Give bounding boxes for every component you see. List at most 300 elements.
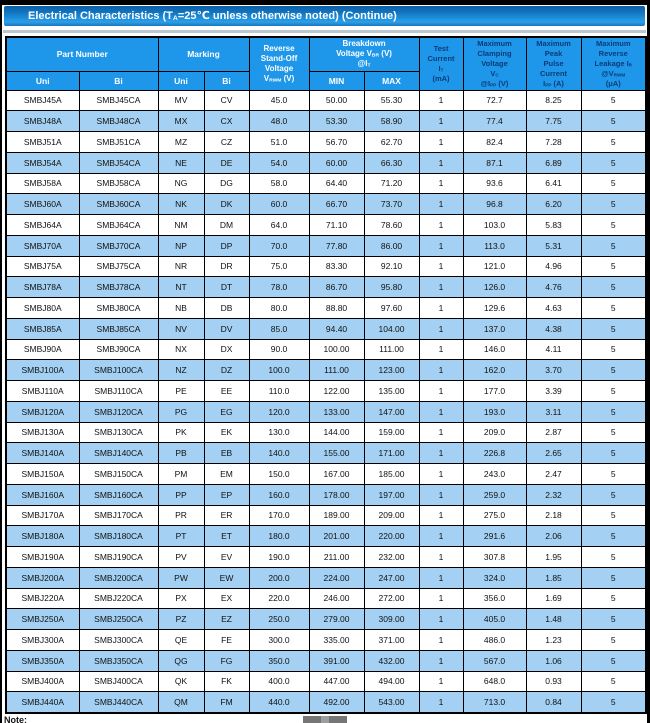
cell: PK <box>158 422 204 443</box>
cell: 5 <box>581 256 646 277</box>
cell: 567.0 <box>463 650 526 671</box>
cell: CX <box>204 111 249 132</box>
cell: SMBJ45CA <box>79 90 158 111</box>
cell: CV <box>204 90 249 111</box>
cell: 4.63 <box>526 298 581 319</box>
table-row <box>6 484 646 505</box>
cell: 73.70 <box>364 194 419 215</box>
cell: SMBJ190CA <box>79 547 158 568</box>
header-test-current: Test Current $I_T$ (mA) <box>419 37 463 90</box>
cell: 713.0 <box>463 692 526 713</box>
table-row <box>6 630 646 651</box>
cell: SMBJ170CA <box>79 505 158 526</box>
cell: 185.00 <box>364 464 419 485</box>
table-row <box>6 173 646 194</box>
cell: 5 <box>581 215 646 236</box>
cell: 6.89 <box>526 152 581 173</box>
cell: 5 <box>581 547 646 568</box>
cell: 45.0 <box>249 90 309 111</box>
cell: 1 <box>419 692 463 713</box>
cell: SMBJ51CA <box>79 132 158 153</box>
cell: SMBJ160CA <box>79 484 158 505</box>
cell: 432.00 <box>364 650 419 671</box>
cell: 160.0 <box>249 484 309 505</box>
cell: NX <box>158 339 204 360</box>
cell: 1 <box>419 671 463 692</box>
header-max-peak-pulse-current: Maximum Peak Pulse Current $I_{PP}$ (A) <box>526 37 581 90</box>
cell: 200.0 <box>249 567 309 588</box>
cell: 56.70 <box>309 132 364 153</box>
table-row <box>6 152 646 173</box>
cell: 4.11 <box>526 339 581 360</box>
cell: DR <box>204 256 249 277</box>
table-row <box>6 609 646 630</box>
cell: 5 <box>581 401 646 422</box>
subheader-part-bi: Bi <box>79 71 158 90</box>
cell: 1 <box>419 339 463 360</box>
cell: EM <box>204 464 249 485</box>
table-row <box>6 588 646 609</box>
cell: 167.00 <box>309 464 364 485</box>
cell: 1 <box>419 588 463 609</box>
cell: SMBJ64CA <box>79 215 158 236</box>
cell: 1 <box>419 173 463 194</box>
cell: CZ <box>204 132 249 153</box>
cell: SMBJ85A <box>6 318 79 339</box>
cell: SMBJ150CA <box>79 464 158 485</box>
cell: 66.30 <box>364 152 419 173</box>
cell: 5 <box>581 526 646 547</box>
cell: 440.0 <box>249 692 309 713</box>
cell: 5 <box>581 90 646 111</box>
cell: SMBJ250A <box>6 609 79 630</box>
header-breakdown-voltage: Breakdown Voltage $V_{BR}$ (V) $@I_T$ <box>309 37 419 71</box>
cell: 5 <box>581 381 646 402</box>
cell: EV <box>204 547 249 568</box>
cell: 5 <box>581 298 646 319</box>
table-row <box>6 132 646 153</box>
cell: 2.87 <box>526 422 581 443</box>
cell: PW <box>158 567 204 588</box>
table-row <box>6 215 646 236</box>
cell: 104.00 <box>364 318 419 339</box>
cell: 5 <box>581 464 646 485</box>
cell: 1.23 <box>526 630 581 651</box>
cell: 54.0 <box>249 152 309 173</box>
cell: 5.31 <box>526 235 581 256</box>
table-row <box>6 422 646 443</box>
cell: SMBJ64A <box>6 215 79 236</box>
cell: NG <box>158 173 204 194</box>
table-row <box>6 650 646 671</box>
cell: 110.0 <box>249 381 309 402</box>
cell: SMBJ180A <box>6 526 79 547</box>
header-part-number: Part Number <box>6 37 158 71</box>
cell: 150.0 <box>249 464 309 485</box>
cell: FE <box>204 630 249 651</box>
cell: SMBJ110A <box>6 381 79 402</box>
cell: 130.0 <box>249 422 309 443</box>
cell: SMBJ190A <box>6 547 79 568</box>
cell: 83.30 <box>309 256 364 277</box>
cell: SMBJ100CA <box>79 360 158 381</box>
cell: SMBJ140A <box>6 443 79 464</box>
cell: 1 <box>419 567 463 588</box>
table-row <box>6 692 646 713</box>
cell: 111.00 <box>364 339 419 360</box>
note-label: Note: <box>4 715 27 723</box>
cell: 58.0 <box>249 173 309 194</box>
cell: 72.7 <box>463 90 526 111</box>
table-row <box>6 464 646 485</box>
cell: 1 <box>419 256 463 277</box>
table-row <box>6 381 646 402</box>
cell: 80.0 <box>249 298 309 319</box>
cell: MX <box>158 111 204 132</box>
cell: 93.6 <box>463 173 526 194</box>
cell: 5 <box>581 567 646 588</box>
cell: SMBJ75CA <box>79 256 158 277</box>
cell: DG <box>204 173 249 194</box>
cell: 144.00 <box>309 422 364 443</box>
cell: NP <box>158 235 204 256</box>
cell: 5 <box>581 111 646 132</box>
cell: QG <box>158 650 204 671</box>
cell: 1 <box>419 298 463 319</box>
cell: 405.0 <box>463 609 526 630</box>
cell: 1 <box>419 318 463 339</box>
cell: 62.70 <box>364 132 419 153</box>
cell: PE <box>158 381 204 402</box>
cell: FK <box>204 671 249 692</box>
cell: DT <box>204 277 249 298</box>
cell: 94.40 <box>309 318 364 339</box>
cell: 220.0 <box>249 588 309 609</box>
cell: SMBJ90A <box>6 339 79 360</box>
cell: 95.80 <box>364 277 419 298</box>
cell: 1 <box>419 360 463 381</box>
cell: 250.0 <box>249 609 309 630</box>
cell: 211.00 <box>309 547 364 568</box>
cell: 279.00 <box>309 609 364 630</box>
cell: 1 <box>419 381 463 402</box>
cell: SMBJ300CA <box>79 630 158 651</box>
cell: 48.0 <box>249 111 309 132</box>
table-row <box>6 547 646 568</box>
cell: 447.00 <box>309 671 364 692</box>
cell: 77.80 <box>309 235 364 256</box>
cell: 100.00 <box>309 339 364 360</box>
cell: SMBJ400A <box>6 671 79 692</box>
cell: 78.60 <box>364 215 419 236</box>
cell: 189.00 <box>309 505 364 526</box>
cell: EG <box>204 401 249 422</box>
cell: 180.0 <box>249 526 309 547</box>
cell: 70.0 <box>249 235 309 256</box>
cell: 92.10 <box>364 256 419 277</box>
scrollbar-thumb[interactable] <box>303 716 347 723</box>
cell: 1.69 <box>526 588 581 609</box>
cell: SMBJ58A <box>6 173 79 194</box>
cell: 259.0 <box>463 484 526 505</box>
cell: 335.00 <box>309 630 364 651</box>
cell: 272.00 <box>364 588 419 609</box>
cell: 5 <box>581 339 646 360</box>
cell: 5 <box>581 630 646 651</box>
cell: 246.00 <box>309 588 364 609</box>
cell: SMBJ150A <box>6 464 79 485</box>
cell: 126.0 <box>463 277 526 298</box>
cell: SMBJ120CA <box>79 401 158 422</box>
cell: 1 <box>419 401 463 422</box>
cell: 486.0 <box>463 630 526 651</box>
table-body <box>6 90 646 713</box>
cell: 5 <box>581 505 646 526</box>
cell: 146.0 <box>463 339 526 360</box>
cell: 1.95 <box>526 547 581 568</box>
cell: PX <box>158 588 204 609</box>
cell: 1 <box>419 484 463 505</box>
cell: 87.1 <box>463 152 526 173</box>
cell: 170.0 <box>249 505 309 526</box>
cell: DZ <box>204 360 249 381</box>
header-max-clamping-voltage: Maximum Clamping Voltage $V_C$ $@I_{PP}$ (V) <box>463 37 526 90</box>
cell: 356.0 <box>463 588 526 609</box>
cell: 391.00 <box>309 650 364 671</box>
cell: SMBJ54A <box>6 152 79 173</box>
divider-rule <box>3 30 646 33</box>
cell: SMBJ220CA <box>79 588 158 609</box>
cell: DV <box>204 318 249 339</box>
cell: 5 <box>581 650 646 671</box>
cell: SMBJ200A <box>6 567 79 588</box>
cell: 1 <box>419 277 463 298</box>
cell: 209.00 <box>364 505 419 526</box>
cell: SMBJ400CA <box>79 671 158 692</box>
cell: SMBJ130CA <box>79 422 158 443</box>
cell: 3.11 <box>526 401 581 422</box>
cell: 1.06 <box>526 650 581 671</box>
cell: FG <box>204 650 249 671</box>
table-row <box>6 505 646 526</box>
section-title-bar <box>4 6 645 26</box>
cell: 100.0 <box>249 360 309 381</box>
cell: 1 <box>419 630 463 651</box>
cell: 85.0 <box>249 318 309 339</box>
cell: 97.60 <box>364 298 419 319</box>
cell: 5 <box>581 173 646 194</box>
cell: 53.30 <box>309 111 364 132</box>
table-row <box>6 111 646 132</box>
cell: 123.00 <box>364 360 419 381</box>
cell: PV <box>158 547 204 568</box>
cell: SMBJ140CA <box>79 443 158 464</box>
cell: 4.96 <box>526 256 581 277</box>
cell: 193.0 <box>463 401 526 422</box>
cell: DK <box>204 194 249 215</box>
cell: SMBJ100A <box>6 360 79 381</box>
cell: 190.0 <box>249 547 309 568</box>
cell: SMBJ60CA <box>79 194 158 215</box>
cell: PB <box>158 443 204 464</box>
cell: 1 <box>419 464 463 485</box>
cell: DB <box>204 298 249 319</box>
cell: PP <box>158 484 204 505</box>
cell: 60.0 <box>249 194 309 215</box>
cell: 309.00 <box>364 609 419 630</box>
cell: 2.65 <box>526 443 581 464</box>
cell: SMBJ250CA <box>79 609 158 630</box>
cell: 5 <box>581 318 646 339</box>
cell: SMBJ48A <box>6 111 79 132</box>
cell: 1 <box>419 215 463 236</box>
cell: SMBJ54CA <box>79 152 158 173</box>
cell: 291.6 <box>463 526 526 547</box>
cell: SMBJ51A <box>6 132 79 153</box>
cell: 209.0 <box>463 422 526 443</box>
cell: 147.00 <box>364 401 419 422</box>
cell: EK <box>204 422 249 443</box>
cell: 247.00 <box>364 567 419 588</box>
cell: 7.28 <box>526 132 581 153</box>
table-row <box>6 567 646 588</box>
cell: 2.32 <box>526 484 581 505</box>
cell: 7.75 <box>526 111 581 132</box>
subheader-min: MIN <box>309 71 364 90</box>
cell: 58.90 <box>364 111 419 132</box>
cell: 226.8 <box>463 443 526 464</box>
cell: 96.8 <box>463 194 526 215</box>
cell: 5 <box>581 132 646 153</box>
cell: 1 <box>419 650 463 671</box>
cell: 275.0 <box>463 505 526 526</box>
table-row <box>6 298 646 319</box>
cell: 60.00 <box>309 152 364 173</box>
cell: DX <box>204 339 249 360</box>
cell: 78.0 <box>249 277 309 298</box>
cell: SMBJ48CA <box>79 111 158 132</box>
cell: 1 <box>419 90 463 111</box>
cell: QE <box>158 630 204 651</box>
cell: 543.00 <box>364 692 419 713</box>
cell: MV <box>158 90 204 111</box>
cell: NV <box>158 318 204 339</box>
cell: PM <box>158 464 204 485</box>
cell: 4.38 <box>526 318 581 339</box>
cell: 50.00 <box>309 90 364 111</box>
subheader-part-uni: Uni <box>6 71 79 90</box>
cell: 5 <box>581 484 646 505</box>
cell: NK <box>158 194 204 215</box>
subheader-marking-bi: Bi <box>204 71 249 90</box>
section-title: Electrical Characteristics ($T_A=25℃$ unless otherwise noted) (Continue) <box>28 10 397 22</box>
cell: DP <box>204 235 249 256</box>
cell: 86.70 <box>309 277 364 298</box>
cell: EP <box>204 484 249 505</box>
cell: QM <box>158 692 204 713</box>
header-reverse-standoff-voltage: Reverse Stand-Off Voltage $V_{RWM}$ (V) <box>249 37 309 90</box>
subheader-max: MAX <box>364 71 419 90</box>
cell: 5 <box>581 443 646 464</box>
cell: EW <box>204 567 249 588</box>
cell: 51.0 <box>249 132 309 153</box>
cell: NZ <box>158 360 204 381</box>
cell: NT <box>158 277 204 298</box>
cell: 5 <box>581 671 646 692</box>
cell: SMBJ220A <box>6 588 79 609</box>
cell: 113.0 <box>463 235 526 256</box>
cell: SMBJ58CA <box>79 173 158 194</box>
cell: NB <box>158 298 204 319</box>
cell: 371.00 <box>364 630 419 651</box>
cell: 71.10 <box>309 215 364 236</box>
cell: 3.70 <box>526 360 581 381</box>
table-row <box>6 360 646 381</box>
cell: 66.70 <box>309 194 364 215</box>
cell: SMBJ70A <box>6 235 79 256</box>
cell: NR <box>158 256 204 277</box>
cell: 5.83 <box>526 215 581 236</box>
cell: 140.0 <box>249 443 309 464</box>
cell: 64.40 <box>309 173 364 194</box>
cell: SMBJ70CA <box>79 235 158 256</box>
cell: ET <box>204 526 249 547</box>
cell: 5 <box>581 422 646 443</box>
cell: 135.00 <box>364 381 419 402</box>
table-row <box>6 443 646 464</box>
cell: 121.0 <box>463 256 526 277</box>
cell: 324.0 <box>463 567 526 588</box>
table-row <box>6 90 646 111</box>
cell: SMBJ440CA <box>79 692 158 713</box>
cell: ER <box>204 505 249 526</box>
cell: 6.20 <box>526 194 581 215</box>
cell: NM <box>158 215 204 236</box>
cell: 2.06 <box>526 526 581 547</box>
cell: 5 <box>581 277 646 298</box>
cell: SMBJ75A <box>6 256 79 277</box>
cell: 111.00 <box>309 360 364 381</box>
cell: 2.18 <box>526 505 581 526</box>
table-row <box>6 277 646 298</box>
cell: 492.00 <box>309 692 364 713</box>
cell: 1 <box>419 422 463 443</box>
cell: 232.00 <box>364 547 419 568</box>
cell: 75.0 <box>249 256 309 277</box>
cell: SMBJ85CA <box>79 318 158 339</box>
cell: 159.00 <box>364 422 419 443</box>
cell: 4.76 <box>526 277 581 298</box>
cell: SMBJ130A <box>6 422 79 443</box>
cell: FM <box>204 692 249 713</box>
cell: EB <box>204 443 249 464</box>
cell: 5 <box>581 692 646 713</box>
cell: PZ <box>158 609 204 630</box>
cell: 220.00 <box>364 526 419 547</box>
cell: SMBJ200CA <box>79 567 158 588</box>
cell: 307.8 <box>463 547 526 568</box>
cell: SMBJ78CA <box>79 277 158 298</box>
cell: SMBJ300A <box>6 630 79 651</box>
cell: QK <box>158 671 204 692</box>
cell: EE <box>204 381 249 402</box>
cell: 1.48 <box>526 609 581 630</box>
cell: 8.25 <box>526 90 581 111</box>
cell: 5 <box>581 235 646 256</box>
cell: 201.00 <box>309 526 364 547</box>
cell: SMBJ45A <box>6 90 79 111</box>
cell: SMBJ180CA <box>79 526 158 547</box>
